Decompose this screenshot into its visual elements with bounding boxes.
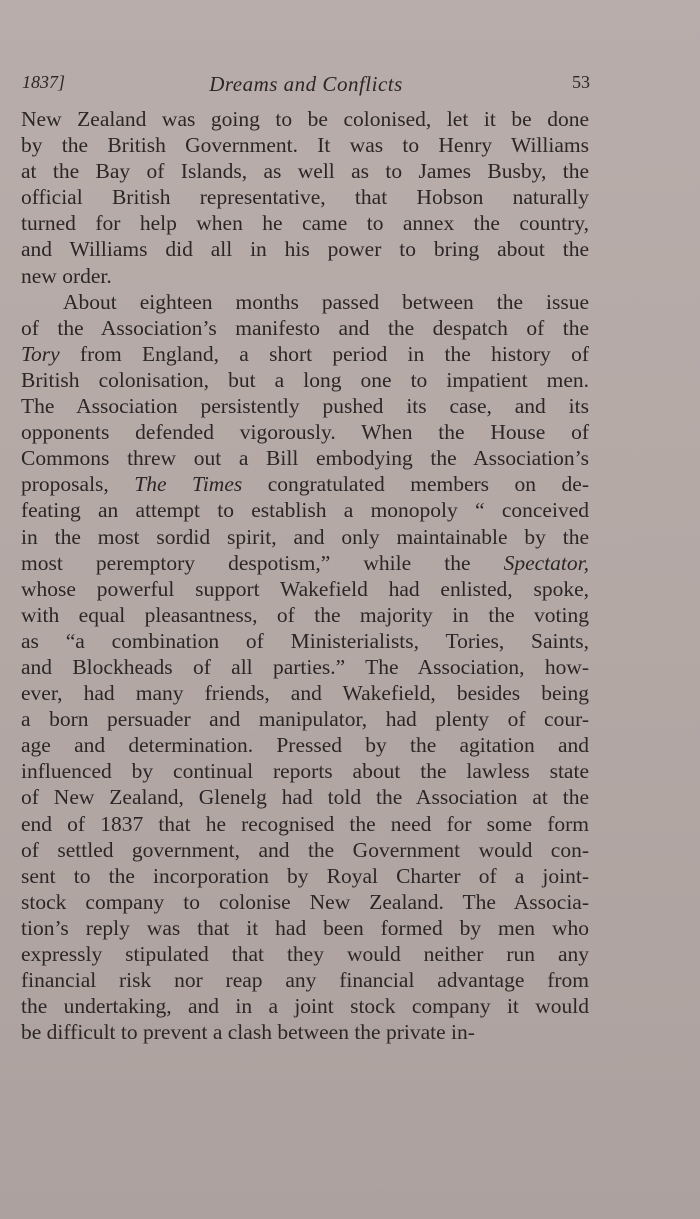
text-line: and Williams did all in his power to bring about the — [21, 237, 589, 262]
chapter-title: Dreams and Conflicts — [209, 72, 403, 96]
header-year: 1837] — [22, 72, 66, 92]
text-line: of New Zealand, Glenelg had told the Association at the — [21, 785, 589, 810]
text-line: be difficult to prevent a clash between the private in- — [21, 1020, 475, 1045]
text-line: with equal pleasantness, of the majority in the voting — [21, 602, 589, 627]
text-line: end of 1837 that he recognised the need for some form — [21, 811, 589, 836]
text-span: most peremptory despotism,” while the — [21, 550, 504, 575]
text-line: turned for help when he came to annex the country, — [21, 211, 589, 236]
text-line: of settled government, and the Government would con- — [21, 837, 589, 862]
text-line: British colonisation, but a long one to impatient men. — [21, 367, 589, 392]
body-text — [21, 106, 589, 1045]
text-line: official British representative, that Hobson naturally — [21, 185, 589, 210]
text-line: a born persuader and manipulator, had plenty of cour- — [21, 707, 589, 732]
text-line: Commons threw out a Bill embodying the Association’s — [21, 446, 589, 471]
text-line: stock company to colonise New Zealand. The Associa- — [21, 889, 589, 914]
text-line: of the Association’s manifesto and the despatch of the — [21, 315, 589, 340]
text-line: at the Bay of Islands, as well as to James Busby, the — [21, 159, 589, 184]
text-line: the undertaking, and in a joint stock company it would — [21, 994, 589, 1019]
text-line — [21, 341, 589, 367]
text-line: tion’s reply was that it had been formed by men who — [21, 915, 589, 940]
text-line: financial risk nor reap any financial advantage from — [21, 968, 589, 993]
text-line: About eighteen months passed between the issue — [63, 289, 589, 314]
text-line: as “a combination of Ministerialists, Tories, Saints, — [21, 628, 589, 653]
text-span: proposals, — [21, 472, 135, 497]
text-line: expressly stipulated that they would neither run any — [21, 942, 589, 966]
text-line: and Blockheads of all parties.” The Association, how- — [21, 654, 589, 679]
text-line: sent to the incorporation by Royal Charter of a joint- — [21, 863, 589, 888]
text-line: by the British Government. It was to Henry Williams — [21, 133, 589, 158]
italic-title: Tory — [21, 341, 60, 366]
page-number: 53 — [572, 72, 590, 92]
text-line: ever, had many friends, and Wakefield, besides being — [21, 681, 589, 706]
text-line: whose powerful support Wakefield had enlisted, spoke, — [21, 576, 589, 601]
text-span: congratulated members on de- — [242, 472, 589, 497]
text-span: from England, a short period in the history of — [59, 341, 589, 366]
text-line: influenced by continual reports about the lawless state — [21, 759, 589, 784]
text-line: in the most sordid spirit, and only maintainable by the — [21, 524, 589, 549]
text-line — [21, 471, 589, 497]
text-line: new order. — [21, 263, 112, 288]
text-line — [21, 550, 589, 576]
text-line: feating an attempt to establish a monopoly “ conceived — [21, 498, 589, 523]
text-line: New Zealand was going to be colonised, let it be done — [21, 107, 589, 131]
italic-title: Spectator, — [503, 550, 589, 575]
italic-title: The Times — [134, 472, 243, 497]
text-line: The Association persistently pushed its case, and its — [21, 394, 589, 419]
text-line: opponents defended vigorously. When the House of — [21, 420, 589, 445]
text-line: age and determination. Pressed by the agitation and — [21, 733, 589, 758]
running-header — [22, 72, 590, 102]
